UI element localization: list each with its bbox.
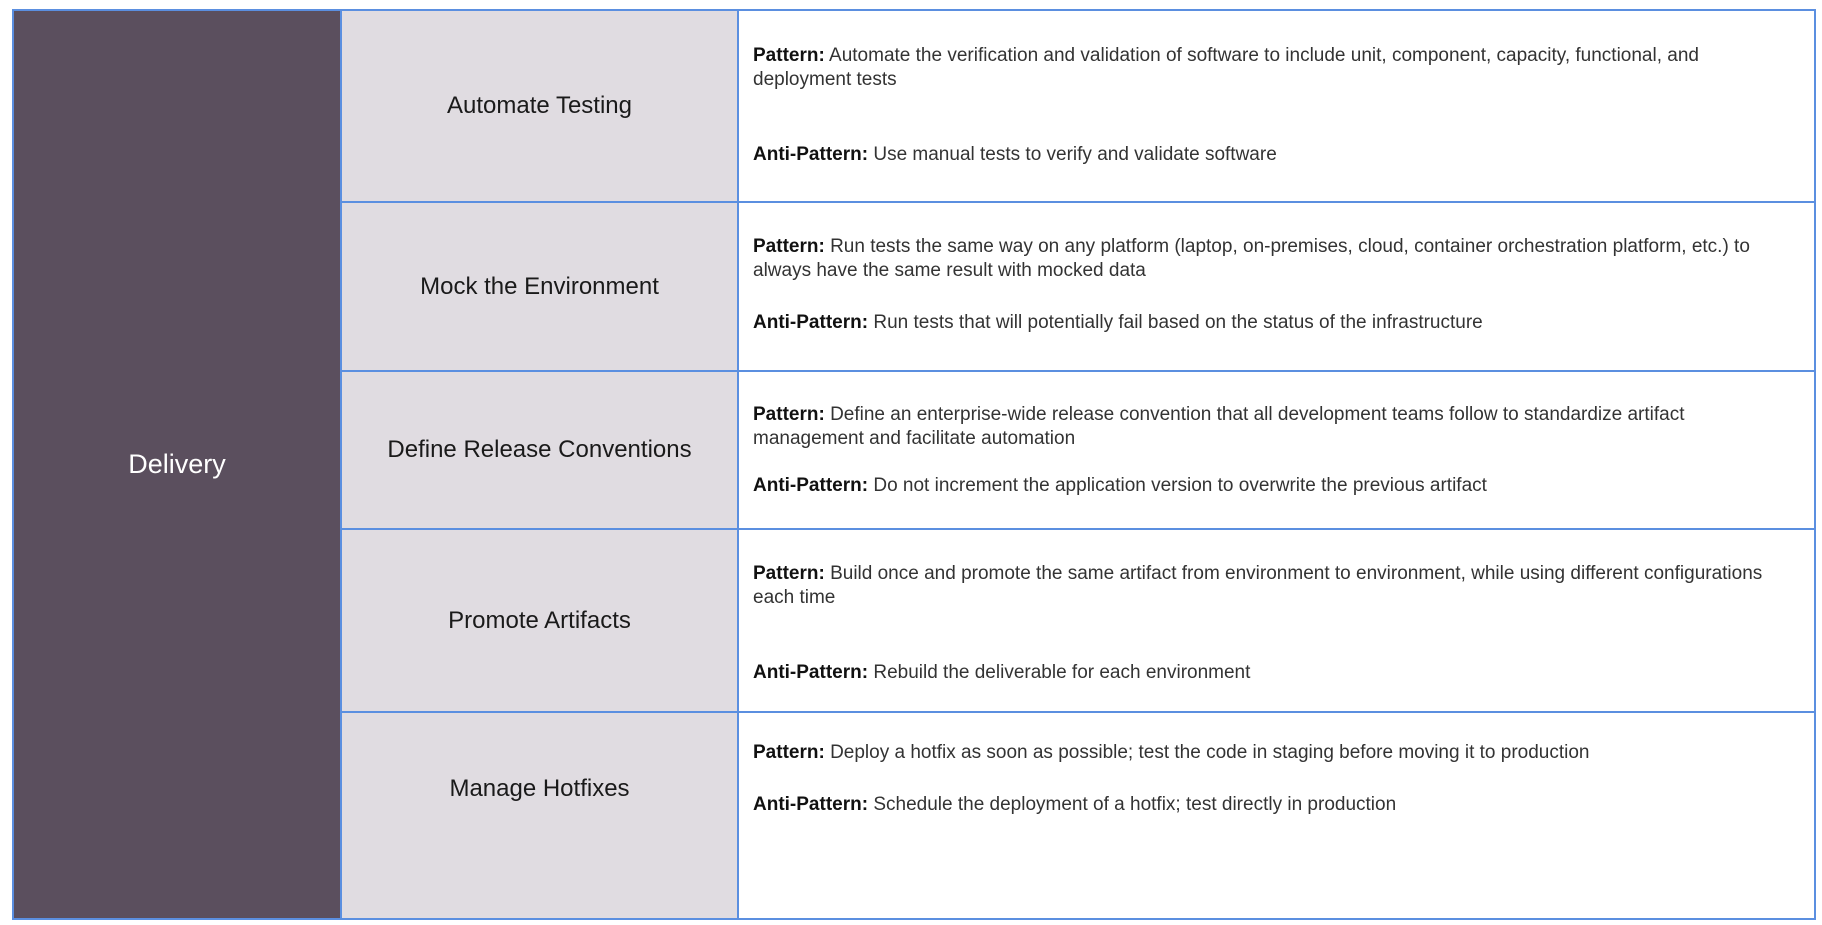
anti-pattern-value: Schedule the deployment of a hotfix; test directly in production <box>873 794 1397 815</box>
table-row <box>342 530 1814 713</box>
pattern-text <box>753 713 1800 765</box>
description-cell <box>739 372 1814 528</box>
pattern-key: Pattern: <box>753 236 825 257</box>
practice-cell <box>342 372 739 528</box>
practice-cell <box>342 203 739 370</box>
practice-cell <box>342 530 739 711</box>
practice-label: Mock the Environment <box>420 272 659 300</box>
anti-pattern-text <box>753 143 1800 167</box>
anti-pattern-key: Anti-Pattern: <box>753 144 869 165</box>
description-cell <box>739 530 1814 711</box>
anti-pattern-value: Rebuild the deliverable for each environment <box>873 662 1251 683</box>
anti-pattern-value: Use manual tests to verify and validate software <box>873 144 1277 165</box>
table-row <box>342 203 1814 372</box>
anti-pattern-key: Anti-Pattern: <box>753 662 869 683</box>
description-cell <box>739 11 1814 201</box>
pattern-text <box>753 372 1800 451</box>
category-label: Delivery <box>128 449 226 479</box>
table-row <box>342 713 1814 918</box>
anti-pattern-text <box>753 311 1800 335</box>
practice-label: Manage Hotfixes <box>449 775 630 802</box>
category-cell <box>14 11 342 918</box>
table-row <box>342 372 1814 530</box>
pattern-text <box>753 203 1800 283</box>
practice-label: Define Release Conventions <box>387 436 692 463</box>
practice-rows <box>342 11 1814 918</box>
practice-label: Automate Testing <box>446 92 632 119</box>
anti-pattern-text <box>753 474 1800 498</box>
practice-cell <box>342 713 739 918</box>
pattern-key: Pattern: <box>753 404 825 425</box>
pattern-text <box>753 11 1800 92</box>
practice-label: Promote Artifacts <box>448 606 631 634</box>
pattern-key: Pattern: <box>753 45 825 66</box>
pattern-value: Define an enterprise-wide release convention that all development teams follow to standardize artifact management and facilitate automation <box>753 404 1685 449</box>
anti-pattern-key: Anti-Pattern: <box>753 794 869 815</box>
anti-pattern-text <box>753 793 1800 817</box>
anti-pattern-value: Run tests that will potentially fail based on the status of the infrastructure <box>873 312 1483 333</box>
description-cell <box>739 203 1814 370</box>
practice-cell <box>342 11 739 201</box>
anti-pattern-key: Anti-Pattern: <box>753 312 869 333</box>
pattern-value: Automate the verification and validation of software to include unit, component, capacity, functional, and deployment tests <box>753 45 1699 90</box>
description-cell <box>739 713 1814 918</box>
anti-pattern-key: Anti-Pattern: <box>753 475 869 496</box>
anti-pattern-value: Do not increment the application version to overwrite the previous artifact <box>873 475 1487 496</box>
anti-pattern-text <box>753 661 1800 685</box>
pattern-value: Build once and promote the same artifact from environment to environment, while using different configurations each time <box>753 563 1763 608</box>
patterns-table <box>12 9 1816 920</box>
pattern-value: Deploy a hotfix as soon as possible; test the code in staging before moving it to production <box>830 742 1590 763</box>
pattern-text <box>753 530 1800 610</box>
table-row <box>342 11 1814 203</box>
pattern-key: Pattern: <box>753 742 825 763</box>
pattern-value: Run tests the same way on any platform (laptop, on-premises, cloud, container orchestration platform, etc.) to always have the same result with mocked data <box>753 236 1750 281</box>
pattern-key: Pattern: <box>753 563 825 584</box>
